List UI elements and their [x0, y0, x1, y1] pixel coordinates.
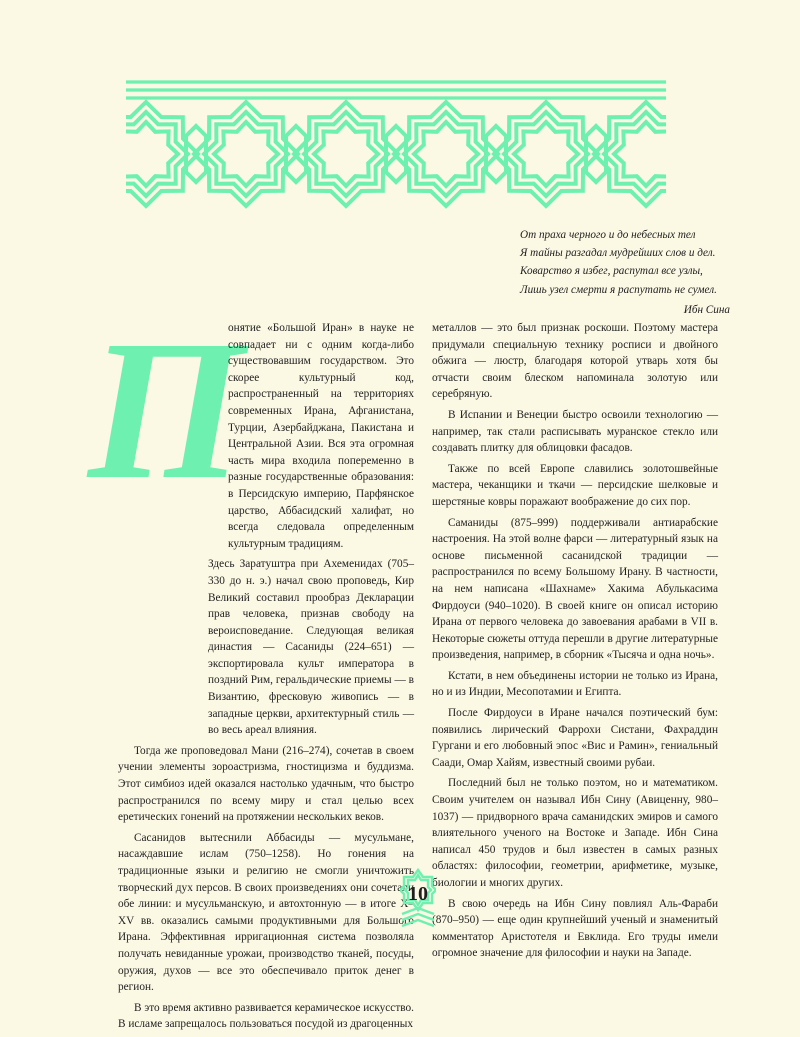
paragraph: В свою очередь на Ибн Сину повлиял Аль-Фараби (870–950) — еще один крупнейший ученый и знаменитый комментатор Аристотеля и Евклида. Его труды имели огромное значение для философии и науки на Западе.: [432, 897, 718, 960]
paragraph: Сасанидов вытеснили Аббасиды — мусульмане, насаждавшие ислам (750–1258). Но гонения на традиционные языки и религию не смогли уничтожить творческий дух персов. В своих произведениях они сочетали обе линии: и мусульманскую, и автохтонную — в итоге X–XV вв. оказались самыми продуктивными для Большого Ирана. Эффективная ирригационная система позволяла получать невиданные урожаи, производство тканей, посуды, оружия, духов — все это обеспечивало приток денег в регион.: [118, 831, 414, 994]
ornament-star: [214, 122, 278, 186]
right-text-column: [432, 320, 718, 966]
ornament-star: [294, 102, 398, 206]
ornament-star: [194, 102, 298, 206]
ornament-star: [314, 122, 378, 186]
ornament-star: [126, 122, 178, 186]
ornament-star: [614, 122, 666, 186]
paragraph: [118, 320, 414, 552]
paragraph: В Испании и Венеции быстро освоили технологию — например, так стали расписывать муранское стекло или создавать плитку для облицовки фасадов.: [432, 408, 718, 455]
paragraph: металлов — это был признак роскоши. Поэтому мастера придумали специальную технику росписи и двойного обжига — люстр, благодаря которой утварь хотя бы отчасти своим блеском напоминала золотую или серебряную.: [432, 322, 718, 401]
ornament-star: [394, 102, 498, 206]
epigraph-line: Лишь узел смерти я распутать не сумел.: [520, 283, 717, 296]
paragraph: Саманиды (875–999) поддерживали антиарабские настроения. На этой волне фарси — литературный язык на основе письменной сасанидской традиции — распространился по всему Большому Ирану. В частности, на нем написана «Шахнаме» Хакима Абулькасима Фирдоуси (940–1020). В своей книге он описал историю Ирана от первого человека до завоевания арабами в VII в. Некоторые сюжеты оттуда перешли в другие литературные произведения, например, в сборник «Тысяча и одна ночь».: [432, 516, 718, 662]
paragraph: Кстати, в нем объединены истории не только из Ирана, но и из Индии, Месопотамии и Египта.: [432, 669, 718, 699]
paragraph-text: онятие «Большой Иран» в науке не совпадает ни с одним когда-либо существовавшим государством. Это скорее культурный код, распространенный на территориях современных Ирана, Афганистана, Турции, Азербайджана, Пакистана и Центральной Азии. Вся эта огромная часть мира входила попеременно в разные государственные образования: в Персидскую империю, Парфянское царство, Аббасидский халифат, но всегда следовала определенным культурным традициям.: [228, 322, 414, 550]
ornament-star: [414, 122, 478, 186]
ornament-star: [514, 122, 578, 186]
epigraph: [520, 226, 730, 319]
paragraph: Здесь Заратуштра при Ахеменидах (705–330 до н. э.) начал свою проповедь, Кир Великий составил прообраз Декларации прав человека, признав свободу на вероисповедание. Следующая великая династия — Сасаниды (224–651) — экспортировала культ императора в поздний Рим, геральдические приемы — в Византию, фресковую живопись — в западные церкви, архитектурный стиль — во весь ареал влияния.: [208, 558, 414, 737]
epigraph-line: Я тайны разгадал мудрейших слов и дел.: [520, 247, 716, 260]
left-text-column: [118, 320, 414, 1037]
paragraph: Тогда же проповедовал Мани (216–274), сочетав в своем учении элементы зороастризма, гностицизма и буддизма. Этот симбиоз идей оказался настолько удачным, что быстро распространился по всему миру и стал целью всех еретических гонений на протяжении нескольких веков.: [118, 744, 414, 824]
epigraph-line: Коварство я избег, распутал все узлы,: [520, 265, 703, 278]
epigraph-line: От праха черного и до небесных тел: [520, 229, 696, 241]
paragraph: Также по всей Европе славились золотошвейные мастера, чеканщики и ткачи — персидские шелковые и шерстяные ковры поражают воображение до сих пор.: [432, 462, 718, 508]
epigraph-author: Ибн Сина: [683, 303, 730, 316]
paragraph: Последний был не только поэтом, но и математиком. Своим учителем он называл Ибн Сину (Авиценну, 980–1037) — придворного врача саманидских эмиров и самого влиятельного ученого на Востоке и Западе. Ибн Сина написал 450 трудов и был известен в самых разных областях: философии, геометрии, арифметике, музыке, биологии и многих других.: [432, 777, 718, 889]
paragraph: В это время активно развивается керамическое искусство. В исламе запрещалось пользоваться посудой из драгоценных: [118, 1001, 414, 1031]
ornament-star: [494, 102, 598, 206]
paragraph: После Фирдоуси в Иране начался поэтический бум: появились лирический Фаррохи Систани, Фахраддин Гургани и его любовный эпос «Вис и Рамин», гениальный Саади, Омар Хайям, известный своими рубаи.: [432, 707, 718, 769]
page-number: 10: [408, 883, 428, 905]
drop-cap-letter: П: [88, 300, 244, 521]
islamic-star-border: [126, 76, 666, 216]
